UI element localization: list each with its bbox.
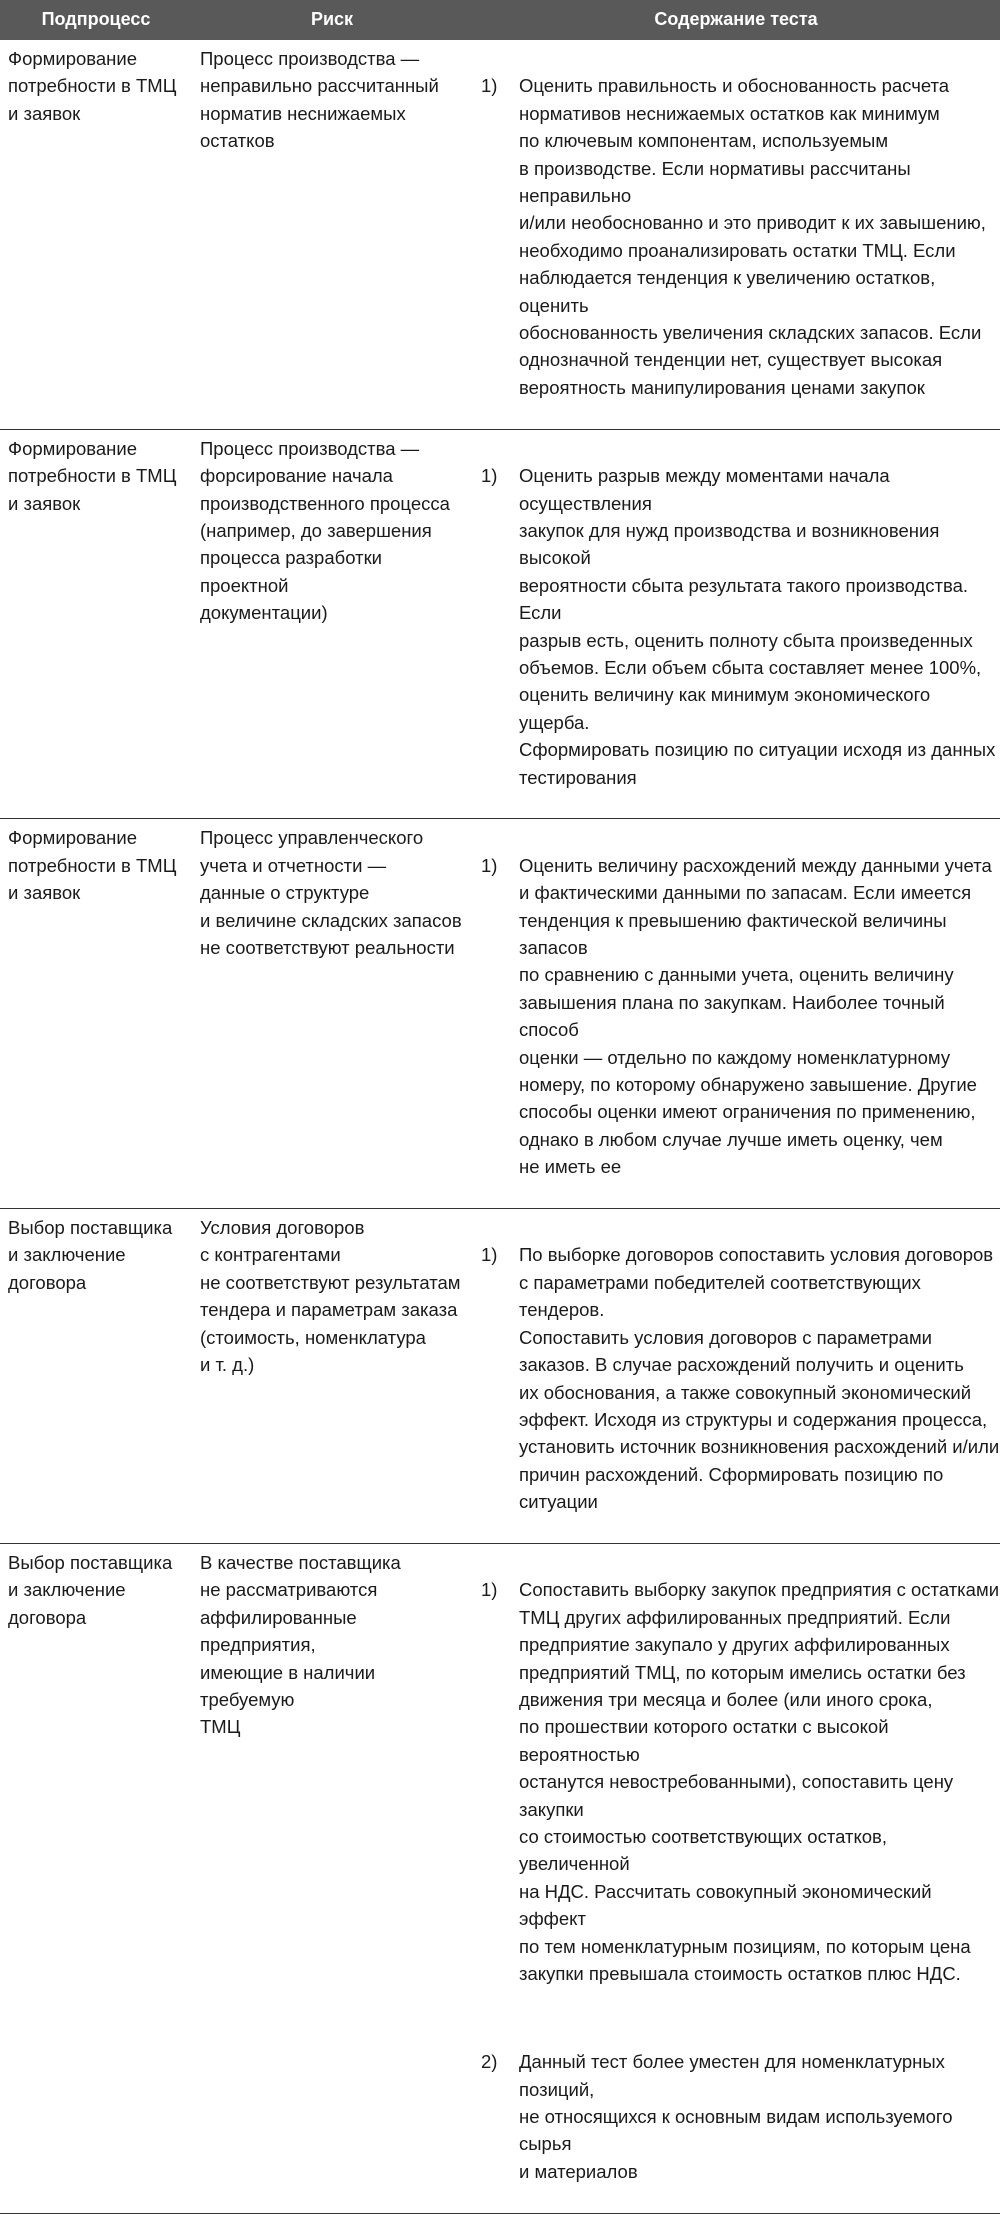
subprocess-cell: Формирование потребности в ТМЦ и заявок [0,40,192,429]
test-text: Сопоставить выборку закупок предприятия с остатками ТМЦ других аффилированных предприятий. Если предприятие закупало у других аффилированных предприятий ТМЦ, по которым имелись остатки без движения три месяца и более (или иного срока, по прошествии которого остатки с высокой вероятностью останутся невостребованными), сопоставить цену закупки со стоимостью соответствующих остатков, увеличенной на НДС. Рассчитать совокупный экономический эффект по тем номенклатурным позициям, по которым цена закупки превышала стоимость остатков плюс НДС. [519,1579,1000,1985]
test-text: Данный тест более уместен для номенклатурных позиций, не относящихся к основным видам используемого сырья и материалов [519,2051,953,2182]
test-item [481,1576,1000,1987]
test-spacer [481,2015,1000,2021]
subprocess-cell: Формирование потребности в ТМЦ и заявок [0,819,192,1209]
test-number: 1) [481,1579,498,1601]
test-text: По выборке договоров сопоставить условия договоров с параметрами победителей соответствующих тендеров. Сопоставить условия договоров с параметрами заказов. В случае расхождений получить и оценить их обоснования, а также совокупный экономический эффект. Исходя из структуры и содержания процесса, установить источник возникновения расхождений и/или причин расхождений. Сформировать позицию по ситуации [519,1244,1000,1513]
test-cell [472,819,1000,1209]
table-body [0,40,1000,2213]
test-cell [472,429,1000,819]
test-number: 1) [481,465,498,487]
table-row [0,429,1000,819]
header-risk: Риск [192,0,472,40]
test-item [481,852,1000,1181]
table-row [0,819,1000,1209]
table-row [0,1209,1000,1544]
risk-cell: Условия договоров с контрагентами не соответствуют результатам тендера и параметрам заказа (стоимость, номенклатура и т. д.) [192,1209,472,1544]
test-item [481,1241,1000,1515]
risk-cell: Процесс производства — неправильно рассчитанный норматив неснижаемых остатков [192,40,472,429]
risk-cell: В качестве поставщика не рассматриваются аффилированные предприятия, имеющие в наличии требуемую ТМЦ [192,1543,472,2213]
table-header [0,0,1000,40]
test-text: Оценить правильность и обоснованность расчета нормативов неснижаемых остатков как минимум по ключевым компонентам, используемым в производстве. Если нормативы рассчитаны неправильно и/или необоснованно и это приводит к их завышению, необходимо проанализировать остатки ТМЦ. Если наблюдается тенденция к увеличению остатков, оценить обоснованность увеличения складских запасов. Если однозначной тенденции нет, существует высокая вероятность манипулирования ценами закупок [519,75,986,398]
risk-cell: Процесс производства — форсирование начала производственного процесса (например, до завершения процесса разработки проектной документации) [192,429,472,819]
test-text: Оценить величину расхождений между данными учета и фактическими данными по запасам. Если имеется тенденция к превышению фактической величины запасов по сравнению с данными учета, оценить величину завышения плана по закупкам. Наиболее точный способ оценки — отдельно по каждому номенклатурному номеру, по которому обнаружено завышение. Другие способы оценки имеют ограничения по применению, однако в любом случае лучше иметь оценку, чем не иметь ее [519,854,992,1178]
test-cell [472,1543,1000,2213]
test-item [481,2048,1000,2185]
table-row [0,1543,1000,2213]
test-number: 2) [481,2051,498,2073]
header-row [0,0,1000,40]
test-item [481,462,1000,791]
risk-cell: Процесс управленческого учета и отчетности — данные о структуре и величине складских запасов не соответствуют реальности [192,819,472,1209]
test-number: 1) [481,1244,498,1266]
test-number: 1) [481,854,498,876]
header-subprocess: Подпроцесс [0,0,192,40]
subprocess-cell: Формирование потребности в ТМЦ и заявок [0,429,192,819]
subprocess-cell: Выбор поставщика и заключение договора [0,1209,192,1544]
header-test-content: Содержание теста [472,0,1000,40]
subprocess-cell: Выбор поставщика и заключение договора [0,1543,192,2213]
test-cell [472,1209,1000,1544]
test-text: Оценить разрыв между моментами начала осуществления закупок для нужд производства и возникновения высокой вероятности сбыта результата такого производства. Если разрыв есть, оценить полноту сбыта произведенных объемов. Если объем сбыта составляет менее 100%, оценить величину как минимум экономического ущерба. Сформировать позицию по ситуации исходя из данных тестирования [519,465,996,788]
test-number: 1) [481,75,498,97]
test-cell [472,40,1000,429]
test-item [481,72,1000,401]
table-row [0,40,1000,429]
